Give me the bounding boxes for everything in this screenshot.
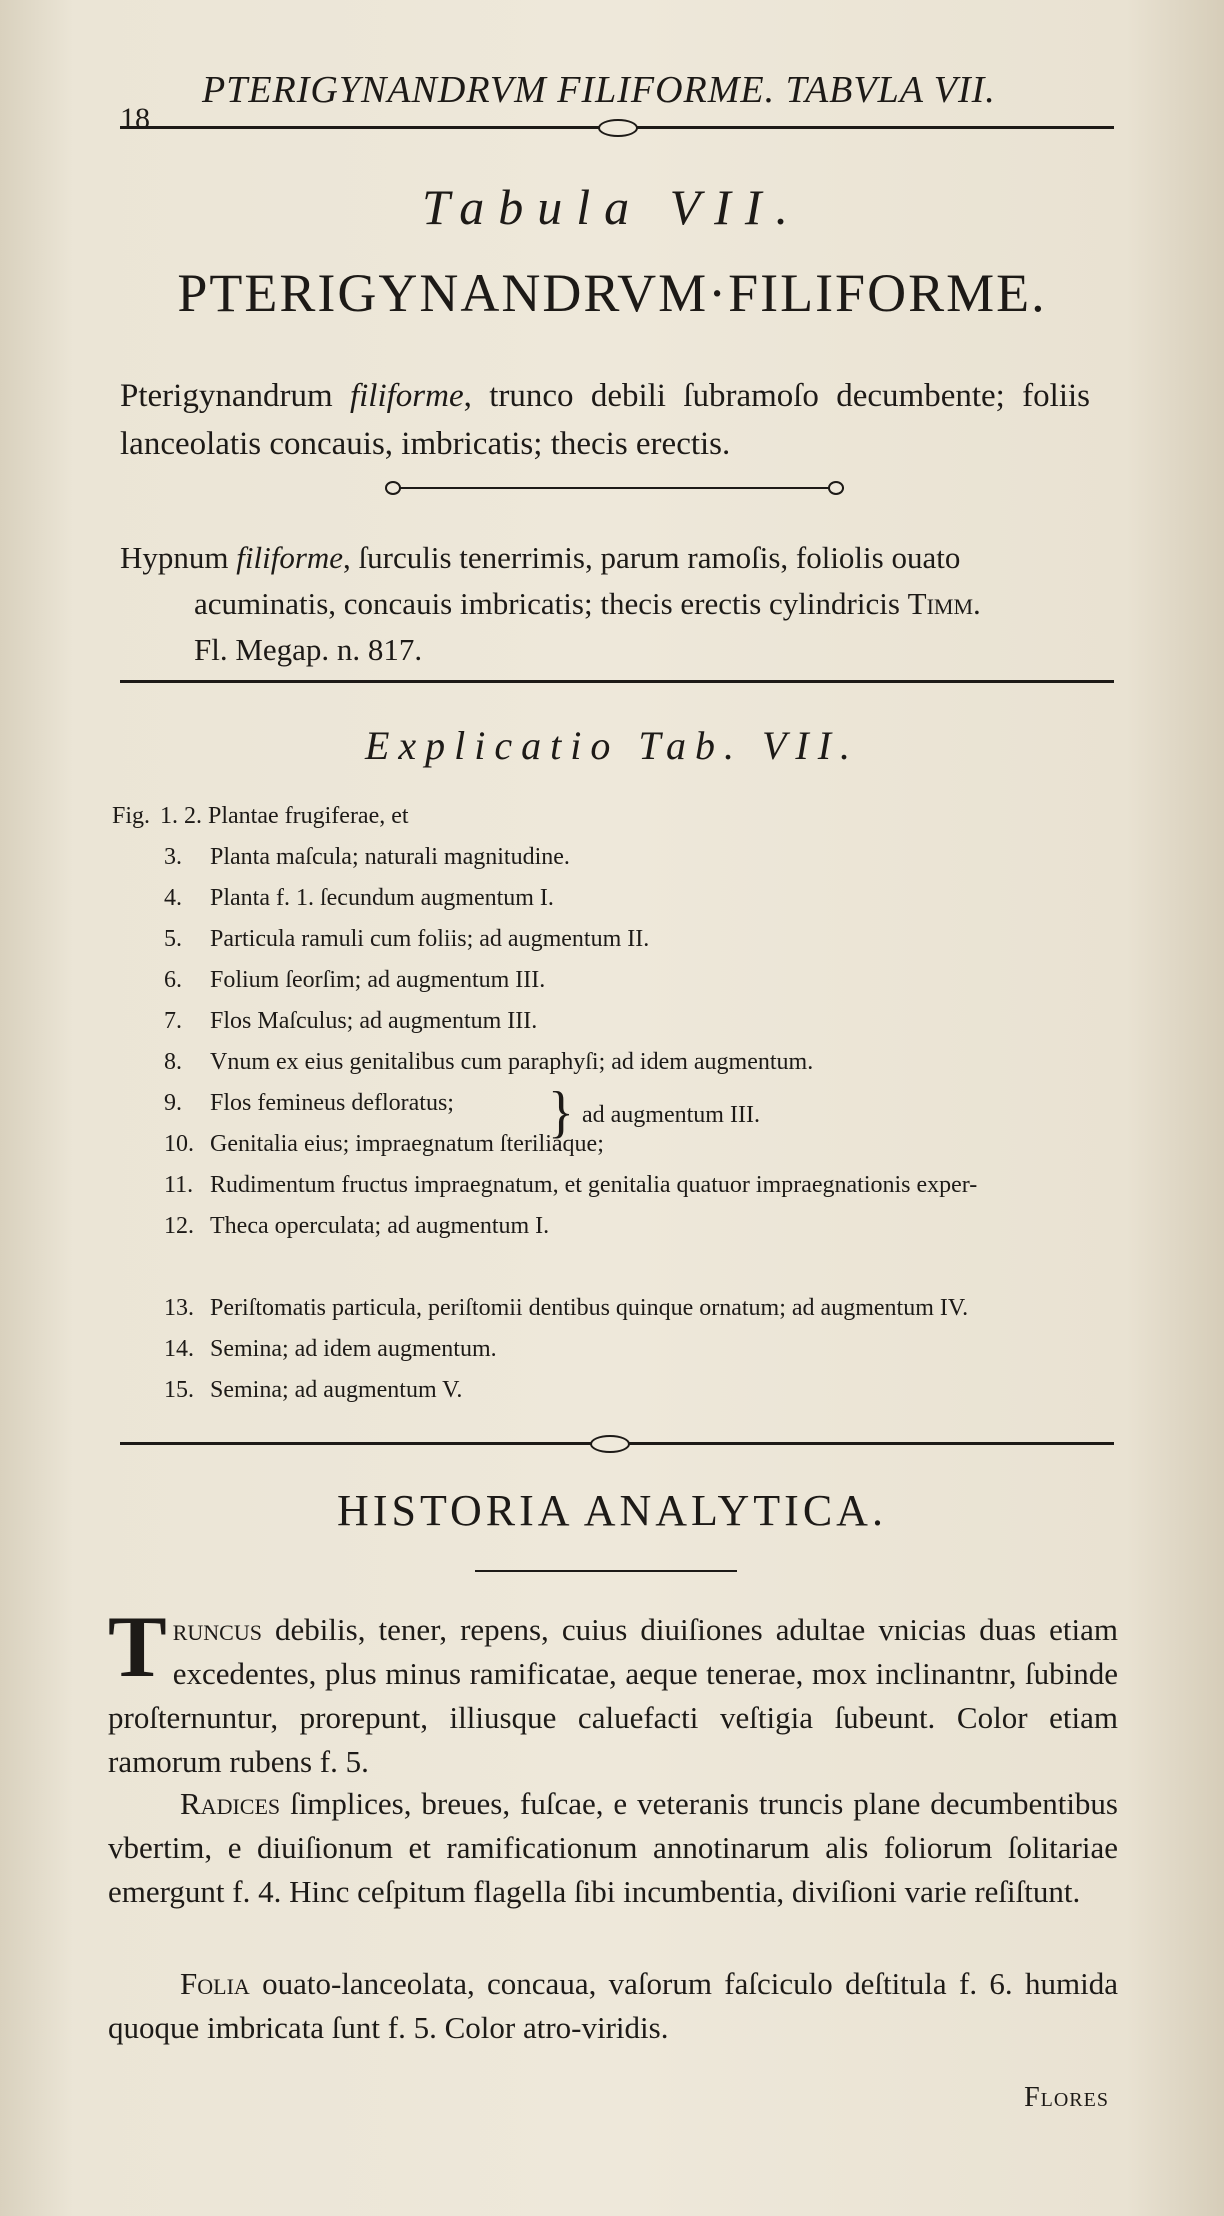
list-item: 3. Planta maſcula; naturali magnitudine. — [164, 844, 570, 870]
synonymy-paragraph: Hypnum filiforme, ſurculis tenerrimis, parum ramoſis, foliolis ouato acuminatis, concauis imbricatis; thecis erectis cylindricis Timm. Fl. Megap. n. 817. — [120, 540, 981, 667]
radices-paragraph: Radices ſimplices, breues, fuſcae, e veteranis truncis plane decumbentibus vbertim, e diuiſionum et ramificationum annotinarum alis foliorum ſolitariae emergunt f. 4. Hinc ceſpitum flagella ſibi incumbentia, diviſioni varie reſiſtunt. — [108, 1786, 1118, 1909]
species-title: PTERIGYNANDRVM·FILIFORME. — [177, 263, 1047, 323]
page-number: 18 — [120, 102, 150, 135]
list-item: 4. Planta f. 1. ſecundum augmentum I. — [164, 885, 554, 911]
list-item: 11. Rudimentum fructus impraegnatum, et genitalia quatuor impraegnationis exper- — [164, 1172, 978, 1198]
drop-cap: T — [108, 1599, 167, 1696]
list-item: 14. Semina; ad idem augmentum. — [164, 1336, 497, 1362]
list-item: Fig. 1. 2. Plantae frugiferae, et — [112, 803, 409, 829]
explicatio-heading: Explicatio Tab. VII. — [364, 723, 860, 768]
diagnosis-paragraph: Pterigynandrum filiforme, trunco debili ſubramoſo decumbente; foliis lanceolatis concauis, imbricatis; thecis erectis. — [120, 378, 1090, 462]
brace-icon: } — [548, 1080, 574, 1144]
list-item: 6. Folium ſeorſim; ad augmentum III. — [164, 967, 546, 993]
list-item: 8. Vnum ex eius genitalibus cum paraphyſi; ad idem augmentum. — [164, 1049, 814, 1075]
page-header — [120, 60, 1114, 135]
ornament-icon — [828, 481, 844, 495]
list-item: 5. Particula ramuli cum foliis; ad augmentum II. — [164, 926, 650, 952]
list-item: 7. Flos Maſculus; ad augmentum III. — [164, 1008, 538, 1034]
list-item: 10. Genitalia eius; impraegnatum ſteriliaque; — [164, 1131, 604, 1157]
ornament-icon — [598, 119, 638, 137]
list-item: 12. Theca operculata; ad augmentum I. — [164, 1213, 550, 1239]
list-item: 15. Semina; ad augmentum V. — [164, 1377, 463, 1403]
ornament-icon — [385, 481, 401, 495]
list-item: 9. Flos femineus defloratus; — [164, 1090, 454, 1116]
plate-heading: Tabula VII. — [422, 179, 802, 235]
truncus-paragraph: Truncus debilis, tener, repens, cuius diuiſiones adultae vnicias duas etiam excedentes, plus minus ramificatae, aeque tenerae, mox inclinantnr, ſubinde proſternuntur, prorepunt, illiusque caluefacti veſtigia ſubeunt. Color etiam ramorum rubens f. 5. — [108, 1599, 1118, 1779]
ornament-icon — [590, 1435, 630, 1453]
short-rule — [475, 1570, 737, 1572]
list-item-continuation — [112, 1246, 1112, 1287]
section-rule — [120, 680, 1114, 683]
folia-paragraph: Folia ouato-lanceolata, concaua, vaſorum faſciculo deſtitula f. 6. humida quoque imbricata ſunt f. 5. Color atro-viridis. — [108, 1966, 1118, 2045]
list-item: 13. Periſtomatis particula, periſtomii dentibus quinque ornatum; ad augmentum IV. — [164, 1295, 969, 1321]
ornament-rule — [388, 487, 844, 489]
running-head: PTERIGYNANDRVM FILIFORME. TABVLA VII. — [202, 69, 996, 111]
brace-label: ad augmentum III. — [582, 1102, 760, 1128]
catchword: Flores — [1024, 2082, 1109, 2113]
section-heading: HISTORIA ANALYTICA. — [337, 1486, 887, 1535]
